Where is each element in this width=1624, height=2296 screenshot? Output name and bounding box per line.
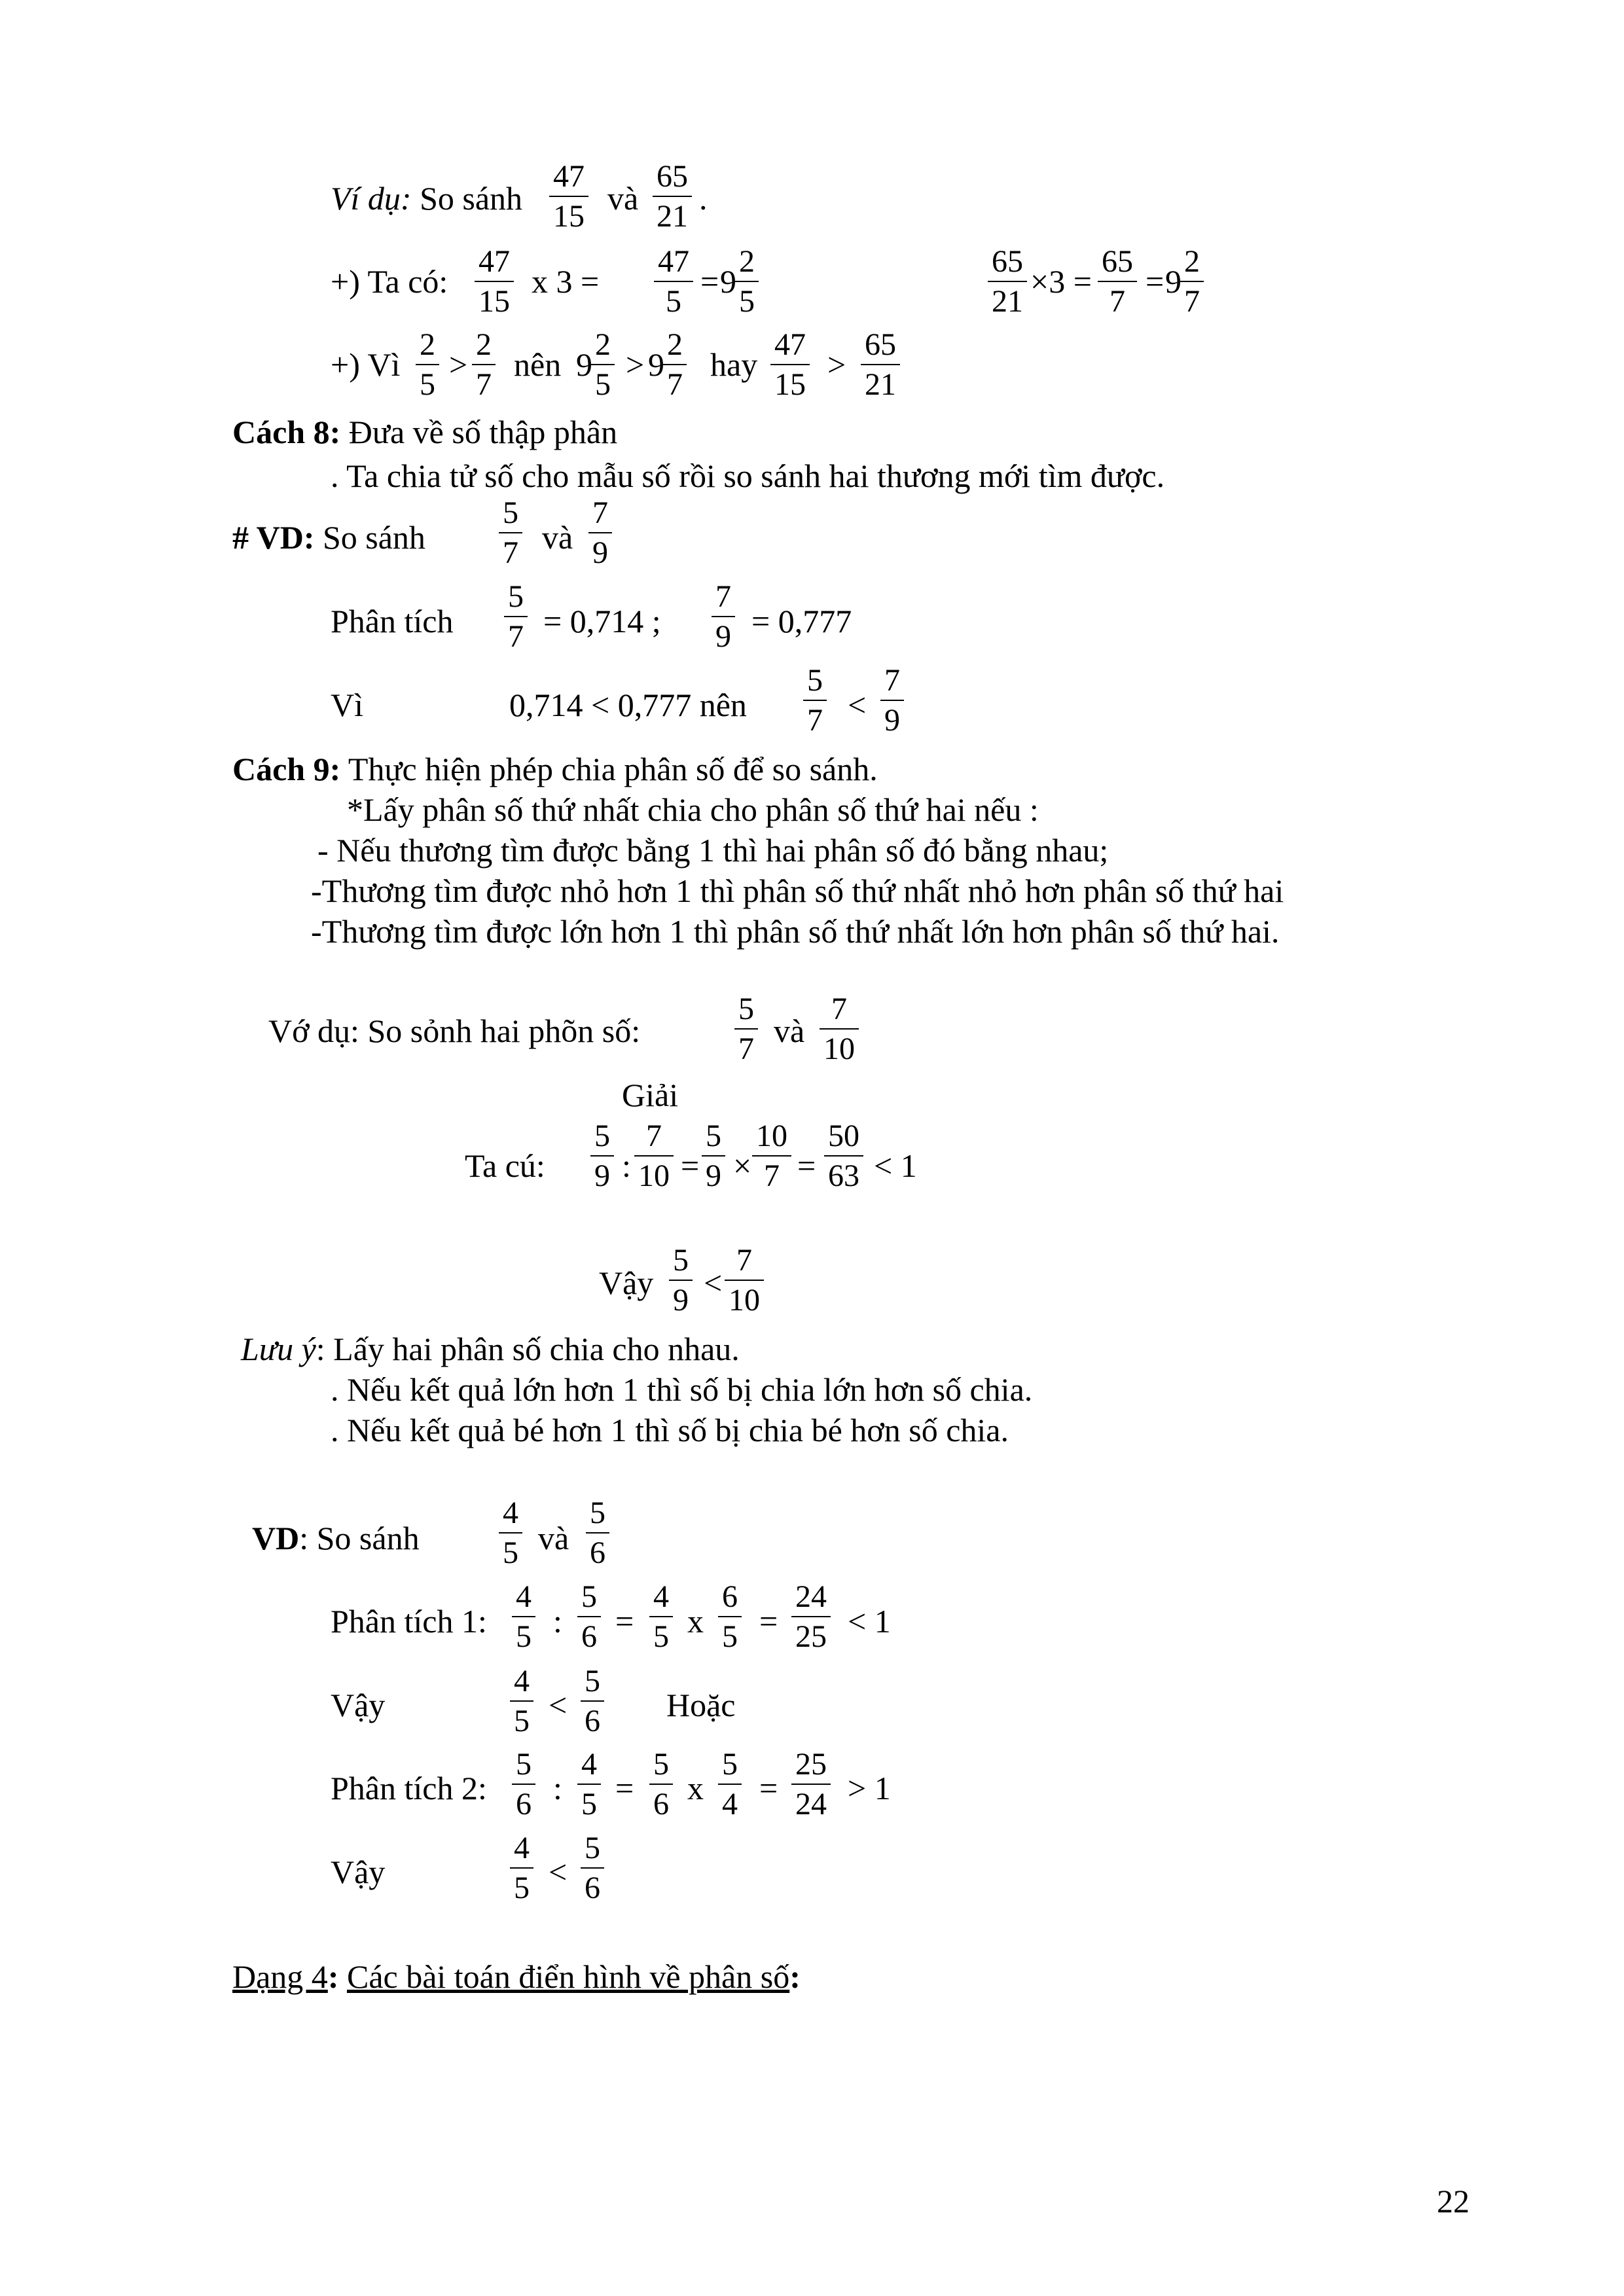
operator: ×3 = [1030,263,1092,300]
fraction: 25 24 [793,1749,829,1820]
period: . [699,180,708,217]
cach8-title: Cách 8: [232,414,341,450]
and-text: và [607,180,639,217]
example-text: Vớ dụ: So sỏnh hai phõn số: [268,1013,641,1049]
rule-item: -Thương tìm được lớn hơn 1 thì phân số thứ nhất lớn hơn phân số thứ hai. [311,913,1280,950]
fraction: 65 21 [990,246,1025,317]
fraction: 5 6 [651,1749,671,1820]
phan-tich-1-label: Phân tích 1: [331,1603,487,1640]
value-text: = 0,777 [751,603,852,639]
luu-y-label: Lưu ý [241,1331,316,1367]
operator: < [549,1687,568,1723]
and-text: và [538,1520,569,1556]
rule-item: -Thương tìm được nhỏ hơn 1 thì phân số thứ nhất nhỏ hơn phân số thứ hai [311,872,1284,909]
dang4-colon2: : [789,1958,801,1995]
fraction: 10 7 [754,1121,789,1192]
operator: = [759,1603,778,1640]
ta-co-label: Ta cú: [465,1147,545,1184]
vd2-label: VD [252,1520,300,1556]
fraction: 5 4 [720,1749,740,1820]
cach8-title-rest: Đưa về số thập phân [348,414,618,450]
solution-heading: Giải [622,1077,679,1113]
fraction: 5 6 [583,1666,602,1737]
vd-label: # VD: [232,519,315,556]
fraction: 7 9 [882,665,902,736]
fraction: 4 5 [579,1749,599,1820]
mixed-whole: 9 [576,346,592,383]
example-line-1 [331,182,522,215]
mixed-whole: 9 [648,346,664,383]
fraction: 5 6 [579,1581,599,1653]
fraction: 6 5 [720,1581,740,1653]
operator: = [1146,263,1164,300]
example-text: So sánh [420,180,523,217]
fraction: 65 7 [1100,246,1135,317]
nen-text: nên [514,346,562,383]
fraction: 50 63 [826,1121,861,1192]
fraction: 4 5 [512,1833,532,1904]
fraction: 7 10 [727,1245,762,1316]
mixed-whole: 9 [1165,263,1182,300]
vd2-text: : So sánh [299,1520,420,1556]
line-lead: +) Vì [331,346,401,383]
operator: < [549,1854,568,1890]
fraction: 5 7 [736,994,756,1065]
page-number: 22 [1437,2183,1470,2219]
operator: x 3 = [532,263,600,300]
dang4-colon: : [327,1958,339,1995]
cach8-desc: . Ta chia tử số cho mẫu số rồi so sánh hai thương mới tìm được. [331,457,1165,494]
operator: < [848,687,867,723]
fraction: 5 7 [501,497,520,569]
operator: : [553,1770,562,1806]
fraction: 47 5 [656,246,691,317]
operator: : [553,1603,562,1640]
fraction: 2 7 [665,329,685,401]
fraction: 4 5 [651,1581,671,1653]
cach9-title: Cách 9: [232,751,341,787]
fraction: 7 10 [636,1121,672,1192]
fraction: 4 5 [514,1581,533,1653]
phan-tich-label: Phân tích [331,603,454,639]
vd2-line [252,1522,420,1554]
hay-text: hay [710,346,758,383]
dang4-text: Các bài toán điển hình về phân số [346,1958,790,1995]
luu-y-line [241,1333,740,1365]
operator: = [681,1147,700,1184]
vay-label: Vậy [331,1854,386,1890]
fraction: 7 9 [713,581,733,653]
luu-y-item: . Nếu kết quả bé hơn 1 thì số bị chia bé hơn số chia. [331,1412,1009,1448]
operator: < [704,1265,723,1301]
fraction: 5 6 [583,1833,602,1904]
rule-item: - Nếu thương tìm được bằng 1 thì hai phân số đó bằng nhau; [317,832,1109,869]
rule-intro: *Lấy phân số thứ nhất chia cho phân số thứ hai nếu : [347,791,1039,828]
vay-label: Vậy [331,1687,386,1723]
operator: < 1 [874,1147,917,1184]
fraction: 5 9 [704,1121,723,1192]
operator: > [449,346,468,383]
fraction: 47 15 [772,329,808,401]
fraction: 5 9 [671,1245,691,1316]
dang4-label: Dạng 4 [232,1958,328,1995]
fraction: 5 6 [514,1749,533,1820]
vd-text: So sánh [322,519,425,556]
fraction: 2 5 [418,329,437,401]
fraction: 65 21 [655,161,690,232]
operator: > [827,346,846,383]
mixed-whole: 9 [720,263,736,300]
dang4-heading [232,1960,801,1993]
and-text: và [542,519,573,556]
phan-tich-2-label: Phân tích 2: [331,1770,487,1806]
fraction: 2 7 [1182,246,1202,317]
fraction: 4 5 [501,1498,520,1569]
and-text: và [774,1013,805,1049]
fraction: 5 7 [805,665,825,736]
operator: = [797,1147,816,1184]
operator: > [626,346,645,383]
operator: < 1 [848,1603,891,1640]
fraction: 7 9 [590,497,610,569]
vi-label: Vì [331,687,363,723]
operator: : [622,1147,631,1184]
operator: = [615,1770,634,1806]
cach8-vd [232,521,425,554]
operator: x [687,1603,704,1640]
operator: = [700,263,719,300]
operator: > 1 [848,1770,891,1806]
fraction: 24 25 [793,1581,829,1653]
fraction: 2 7 [474,329,494,401]
example-prefix: Ví dụ: [331,180,412,217]
fraction: 2 5 [737,246,757,317]
cach8-heading [232,416,617,448]
operator: x [687,1770,704,1806]
fraction: 47 15 [551,161,586,232]
fraction: 2 5 [593,329,613,401]
luu-y-item: . Nếu kết quả lớn hơn 1 thì số bị chia lớn hơn số chia. [331,1371,1033,1408]
cach9-title-rest: Thực hiện phép chia phân số để so sánh. [348,751,878,787]
fraction: 47 15 [477,246,512,317]
hoac-text: Hoặc [666,1687,736,1723]
value-text: = 0,714 ; [543,603,661,639]
cach9-heading [232,753,878,785]
vi-text: 0,714 < 0,777 nên [509,687,747,723]
luu-y-text: : Lấy hai phân số chia cho nhau. [316,1331,740,1367]
fraction: 5 6 [588,1498,607,1569]
operator: × [733,1147,752,1184]
fraction: 7 10 [821,994,857,1065]
fraction: 4 5 [512,1666,532,1737]
operator: = [759,1770,778,1806]
vay-label: Vậy [599,1265,654,1301]
fraction: 5 9 [592,1121,612,1192]
fraction: 65 21 [863,329,898,401]
fraction: 5 7 [506,581,526,653]
operator: = [615,1603,634,1640]
line-lead: +) Ta có: [331,263,448,300]
